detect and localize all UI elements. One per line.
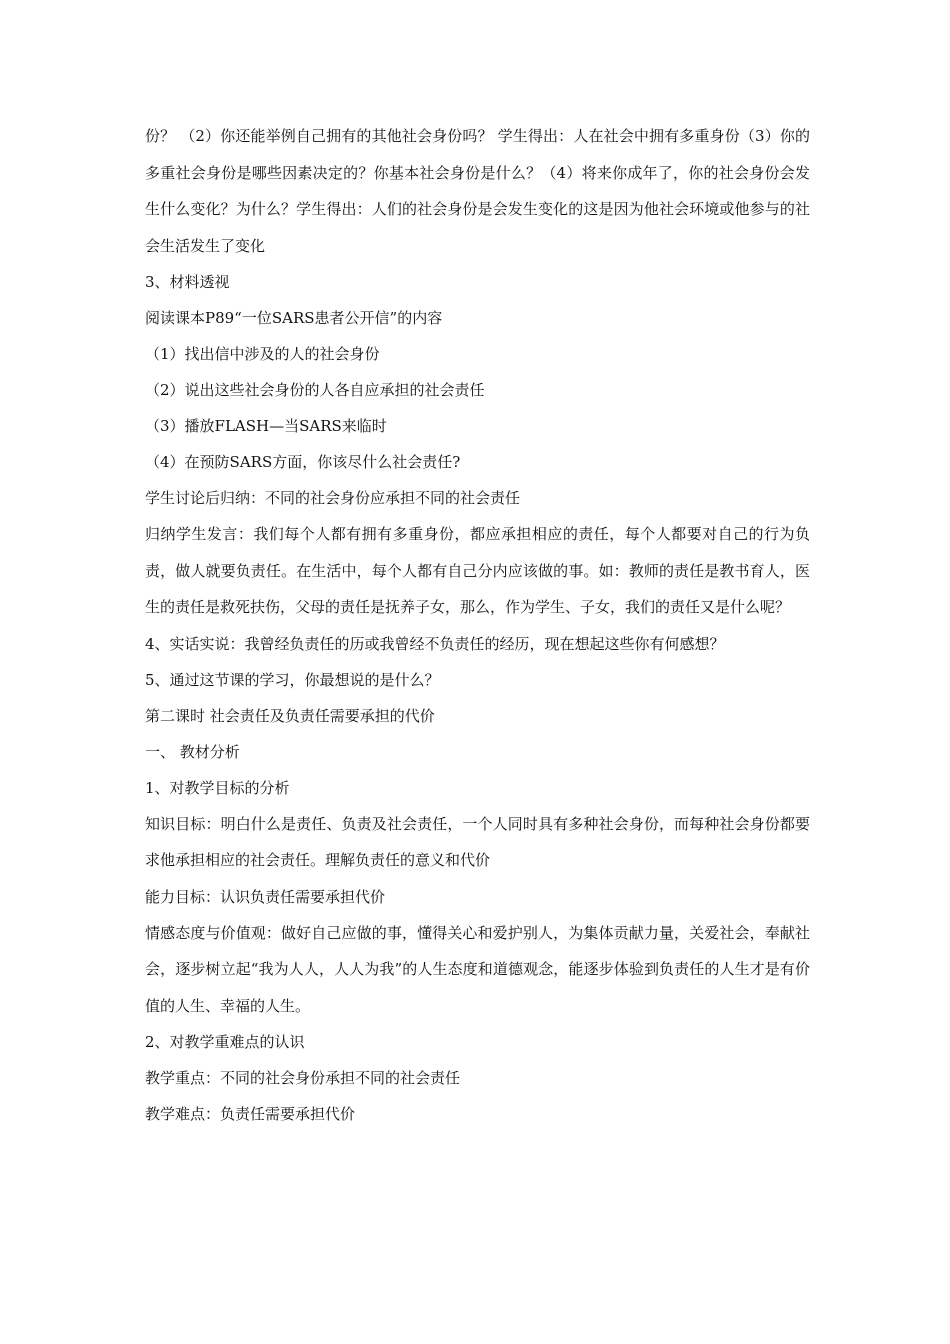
paragraph-attitude-goal: 情感态度与价值观：做好自己应做的事，懂得关心和爱护别人，为集体贡献力量，关爱社会，奉献社会，逐步树立起“我为人人，人人为我”的人生态度和道德观念，能逐步体验到负责任的人生才是有价值的人生、幸福的人生。 xyxy=(145,923,810,1015)
heading-second-lesson: 第二课时 社会责任及负责任需要承担的代价 xyxy=(145,706,435,725)
list-item-1: （1）找出信中涉及的人的社会身份 xyxy=(145,345,380,363)
list-item-2: （2）说出这些社会身份的人各自应承担的社会责任 xyxy=(145,381,485,399)
paragraph-student-summary: 学生讨论后归纳：不同的社会身份应承担不同的社会责任 xyxy=(145,489,521,507)
paragraph-ability-goal: 能力目标：认识负责任需要承担代价 xyxy=(145,887,386,906)
heading-textbook-analysis: 一、 教材分析 xyxy=(145,742,240,761)
paragraph-summary-speech: 归纳学生发言：我们每个人都有拥有多重身份，都应承担相应的责任，每个人都要对自己的行为负责，做人就要负责任。在生活中，每个人都有自己分内应该做的事。如：教师的责任是教书育人，医生的责任是救死扶伤，父母的责任是抚养子女，那么，作为学生、子女，我们的责任又是什么呢？ xyxy=(145,525,810,616)
paragraph-social-identity-questions: 份？ （2）你还能举例自己拥有的其他社会身份吗？ 学生得出：人在社会中拥有多重身份（3）你的多重社会身份是哪些因素决定的？你基本社会身份是什么？（4）将来你成年了，你的社会身份会发生什么变化？为什么？学生得出：人们的社会身份是会发生变化的这是因为他社会环境或他参与的社会生活发生了变化 xyxy=(145,127,810,255)
paragraph-difficult-point: 教学难点：负责任需要承担代价 xyxy=(145,1105,356,1123)
paragraph-speak-truth: 4、实话实说：我曾经负责任的历或我曾经不负责任的经历，现在想起这些你有何感想？ xyxy=(145,634,725,653)
list-item-3: （3）播放FLASH—当SARS来临时 xyxy=(145,417,387,435)
paragraph-key-point: 教学重点：不同的社会身份承担不同的社会责任 xyxy=(145,1069,461,1087)
paragraph-lesson-reflection: 5、通过这节课的学习，你最想说的是什么？ xyxy=(145,670,440,689)
list-item-4: （4）在预防SARS方面，你该尽什么社会责任? xyxy=(145,453,461,471)
document-page xyxy=(145,118,810,1132)
paragraph-knowledge-goal: 知识目标：明白什么是责任、负责及社会责任，一个人同时具有多种社会身份，而每种社会身份都要求他承担相应的社会责任。理解负责任的意义和代价 xyxy=(145,814,810,869)
heading-teaching-goals: 1、对教学目标的分析 xyxy=(145,778,290,797)
paragraph-reading-instruction: 阅读课本P89“一位SARS患者公开信”的内容 xyxy=(145,309,443,327)
heading-key-difficult-points: 2、对教学重难点的认识 xyxy=(145,1033,305,1051)
heading-material-perspective: 3、材料透视 xyxy=(145,273,230,291)
